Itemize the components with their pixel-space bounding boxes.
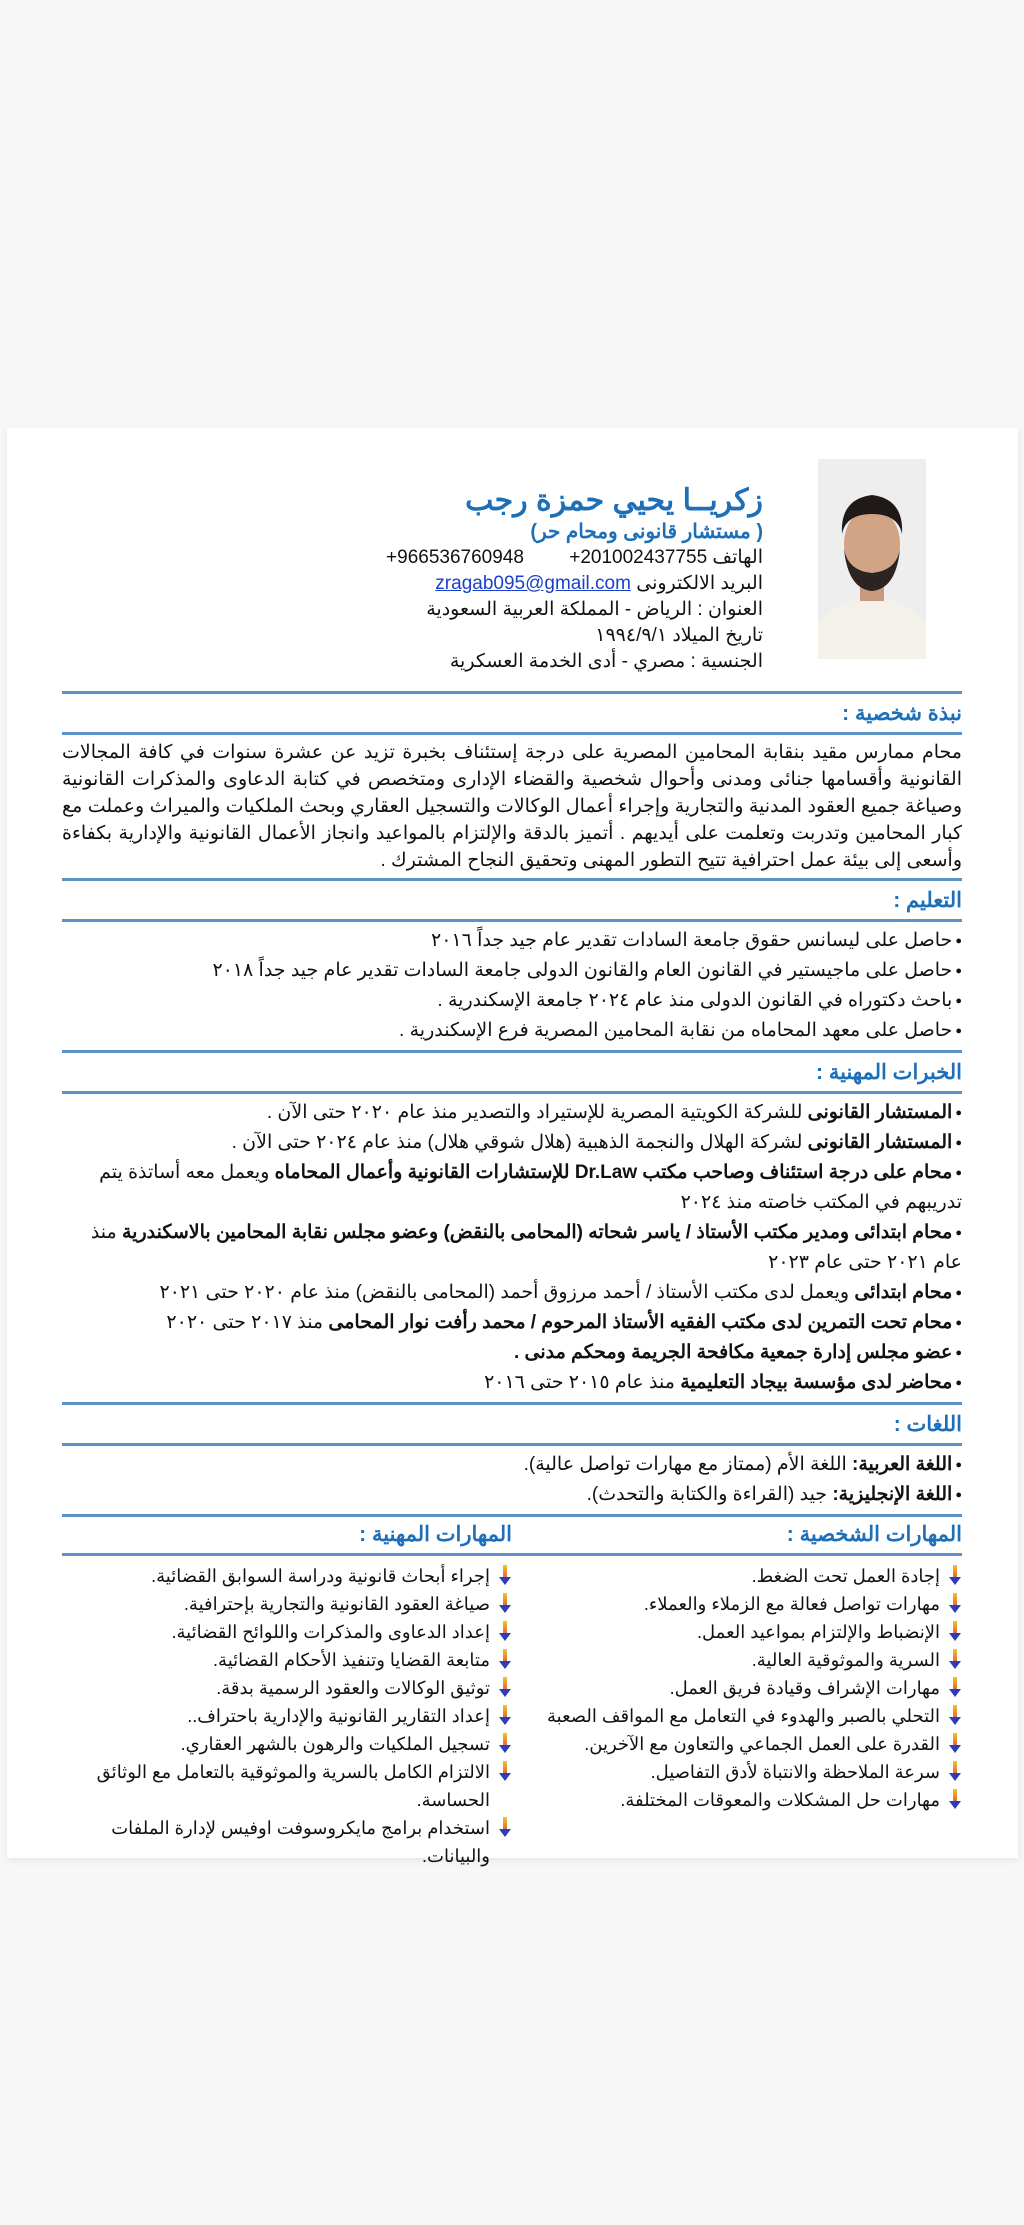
experience-role: محام تحت التمرين لدى مكتب الفقيه الأستاذ المرحوم / محمد رأفت نوار المحامى [328,1312,953,1334]
arrow-bullet-icon [948,1677,962,1699]
arrow-bullet-icon [948,1761,962,1783]
skill-item [62,1702,512,1730]
skill-text: الالتزام الكامل بالسرية والموثوقية بالتعامل مع الوثائق الحساسة. [96,1762,490,1811]
skill-text: مهارات الإشراف وقيادة فريق العمل. [669,1678,940,1699]
skill-text: مهارات حل المشكلات والمعوقات المختلفة. [620,1790,940,1811]
language-item [62,1480,962,1510]
experience-role: محام على درجة استئناف وصاحب مكتب Dr.Law للإستشارات القانونية وأعمال المحاماه [274,1162,953,1184]
arrow-bullet-icon [948,1733,962,1755]
professional-skills [62,1517,512,1553]
education-item: ● حاصل على ماجيستير في القانون العام والقانون الدولى جامعة السادات تقدير عام جيد جداً ٢٠١٨ [62,956,962,986]
profile-photo [818,459,926,659]
skill-text: إجادة العمل تحت الضغط. [751,1566,940,1587]
language-name: اللغة العربية: [852,1454,953,1476]
arrow-bullet-icon [498,1817,512,1839]
skill-item [512,1786,962,1814]
phone-line [386,545,763,571]
arrow-bullet-icon [948,1593,962,1615]
skill-item [512,1646,962,1674]
education-list [62,922,962,1050]
email-line [386,571,763,597]
email-link[interactable]: zragab095@gmail.com [435,573,631,594]
skill-item [62,1646,512,1674]
personal-skills [512,1517,962,1553]
language-level: اللغة الأم (ممتاز مع مهارات تواصل عالية). [523,1454,853,1476]
arrow-bullet-icon [948,1565,962,1587]
experience-detail: منذ عام ٢٠٢١ حتى عام ٢٠٢٣ [90,1222,962,1274]
experience-heading: الخبرات المهنية : [816,1061,962,1085]
professional-skills-heading: المهارات المهنية : [359,1523,512,1547]
experience-role: المستشار القانونى [807,1132,953,1154]
arrow-bullet-icon [948,1705,962,1727]
contact-header [386,483,763,675]
experience-detail: لشركة الهلال والنجمة الذهبية (هلال شوقي هلال) منذ عام ٢٠٢٤ حتى الآن . [231,1132,808,1154]
education-item: ● حاصل على ليسانس حقوق جامعة السادات تقدير عام جيد جداً ٢٠١٦ [62,926,962,956]
skills-section [62,1517,962,1553]
arrow-bullet-icon [948,1649,962,1671]
experience-role: المستشار القانونى [807,1102,953,1124]
phone-egypt[interactable]: +201002437755 [569,547,708,568]
skill-item [62,1758,512,1814]
skill-item [512,1758,962,1786]
skill-text: توثيق الوكالات والعقود الرسمية بدقة. [216,1678,490,1699]
skill-item [62,1618,512,1646]
arrow-bullet-icon [498,1649,512,1671]
birth-date: تاريخ الميلاد ١٩٩٤/٩/١ [595,625,763,646]
arrow-bullet-icon [498,1761,512,1783]
experience-item [62,1308,962,1338]
education-item: ● حاصل على معهد المحاماه من نقابة المحامين المصرية فرع الإسكندرية . [62,1016,962,1046]
resume-sections [62,691,962,1870]
language-level: جيد (القراءة والكتابة والتحدث). [586,1484,833,1506]
skill-item [512,1618,962,1646]
skill-item [62,1562,512,1590]
professional-skills-column [62,1556,512,1870]
skill-text: إعداد التقارير القانونية والإدارية باحتراف.. [187,1706,490,1727]
experience-item [62,1158,962,1218]
summary-text: محام ممارس مقيد بنقابة المحامين المصرية على درجة إستئناف بخبرة تزيد عن عشرة سنوات في كافة المجالات القانونية وأقسامها جنائى ومدنى وأحوال شخصية والقضاء الإدارى ومتخصص في كتابة الدعاوى والمذكرات القانونية وصياغة جميع العقود المدنية والتجارية وإجراء أعمال الوكالات والتسجيل العقاري وبحث الملكيات والميراث وعملت مع كبار المحامين وتدربت وتعلمت على أيديهم . أتميز بالدقة والإلتزام بالمواعيد وانجاز الأعمال القانونية والإدارية بكفاءة وأسعى إلى بيئة عمل احترافية تتيح التطور المهنى وتحقيق النجاح المشترك . [62,742,962,871]
languages-heading: اللغات : [893,1413,962,1437]
experience-detail: للشركة الكويتية المصرية للإستيراد والتصدير منذ عام ٢٠٢٠ حتى الآن . [266,1102,808,1124]
job-title: ( مستشار قانونى ومحام حر) [530,521,763,543]
skill-text: مهارات تواصل فعالة مع الزملاء والعملاء. [643,1594,940,1615]
email-label: البريد الالكترونى [636,573,763,594]
skill-item [512,1590,962,1618]
arrow-bullet-icon [498,1593,512,1615]
experience-role: عضو مجلس إدارة جمعية مكافحة الجريمة ومحكم مدنى . [513,1342,953,1364]
skill-text: استخدام برامج مايكروسوفت اوفيس لإدارة الملفات والبيانات. [111,1818,490,1867]
experience-role: محام ابتدائى ومدير مكتب الأستاذ / ياسر شحاته (المحامى بالنقض) وعضو مجلس نقابة المحامين بالاسكندرية [121,1222,953,1244]
skill-text: تسجيل الملكيات والرهون بالشهر العقاري. [180,1734,490,1755]
experience-item [62,1218,962,1278]
experience-role: محاضر لدى مؤسسة بيجاد التعليمية [680,1372,953,1394]
personal-skills-heading: المهارات الشخصية : [786,1523,962,1547]
experience-role: محام ابتدائى [854,1282,953,1304]
experience-item [62,1128,962,1158]
skill-text: متابعة القضايا وتنفيذ الأحكام القضائية. [213,1650,490,1671]
arrow-bullet-icon [498,1621,512,1643]
arrow-bullet-icon [498,1705,512,1727]
language-name: اللغة الإنجليزية: [832,1484,953,1506]
arrow-bullet-icon [498,1733,512,1755]
experience-item [62,1278,962,1308]
resume-page [7,428,1018,1867]
address: العنوان : الرياض - المملكة العربية السعودية [426,599,763,620]
arrow-bullet-icon [498,1677,512,1699]
skill-text: إعداد الدعاوى والمذكرات واللوائح القضائية. [171,1622,490,1643]
skill-item [512,1674,962,1702]
skill-text: سرعة الملاحظة والانتباة لأدق التفاصيل. [650,1762,940,1783]
experience-item [62,1368,962,1398]
skill-item [62,1814,512,1870]
personal-skills-column [512,1556,962,1870]
arrow-bullet-icon [948,1789,962,1811]
skill-text: صياغة العقود القانونية والتجارية بإحترافية. [183,1594,490,1615]
skill-item [62,1730,512,1758]
experience-item [62,1338,962,1368]
personal-skills-list [512,1556,962,1814]
experience-detail: ويعمل لدى مكتب الأستاذ / أحمد مرزوق أحمد (المحامى بالنقض) منذ عام ٢٠٢٠ حتى ٢٠٢١ [159,1282,855,1304]
nationality: الجنسية : مصري - أدى الخدمة العسكرية [449,651,763,672]
experience-item [62,1098,962,1128]
skill-item [512,1562,962,1590]
skill-text: السرية والموثوقية العالية. [751,1650,940,1671]
skill-item [512,1702,962,1730]
phone-saudi[interactable]: +966536760948 [386,547,524,568]
education-item: ● باحث دكتوراه في القانون الدولى منذ عام ٢٠٢٤ جامعة الإسكندرية . [62,986,962,1016]
full-name: زكريــا يحيي حمزة رجب [465,484,763,517]
skill-text: القدرة على العمل الجماعي والتعاون مع الآخرين. [584,1734,940,1755]
phone-label: الهاتف [712,547,763,568]
skill-text: التحلي بالصبر والهدوء في التعامل مع المواقف الصعبة [546,1706,940,1727]
arrow-bullet-icon [948,1621,962,1643]
skill-text: إجراء أبحاث قانونية ودراسة السوابق القضائية. [151,1566,490,1587]
skill-item [62,1590,512,1618]
education-heading: التعليم : [893,889,962,912]
skill-item [512,1730,962,1758]
experience-detail: منذ ٢٠١٧ حتى ٢٠٢٠ [166,1312,329,1334]
languages-list [62,1446,962,1514]
experience-detail: ويعمل معه أساتذة يتم تدريبهم في المكتب خاصته منذ ٢٠٢٤ [99,1162,962,1214]
language-item [62,1450,962,1480]
skill-item [62,1674,512,1702]
arrow-bullet-icon [498,1565,512,1587]
skills-lists [62,1556,962,1870]
experience-list [62,1094,962,1402]
summary-heading: نبذة شخصية : [842,702,962,725]
professional-skills-list [62,1556,512,1870]
experience-detail: منذ عام ٢٠١٥ حتى ٢٠١٦ [484,1372,681,1394]
skill-text: الإنضباط والإلتزام بمواعيد العمل. [697,1622,940,1643]
